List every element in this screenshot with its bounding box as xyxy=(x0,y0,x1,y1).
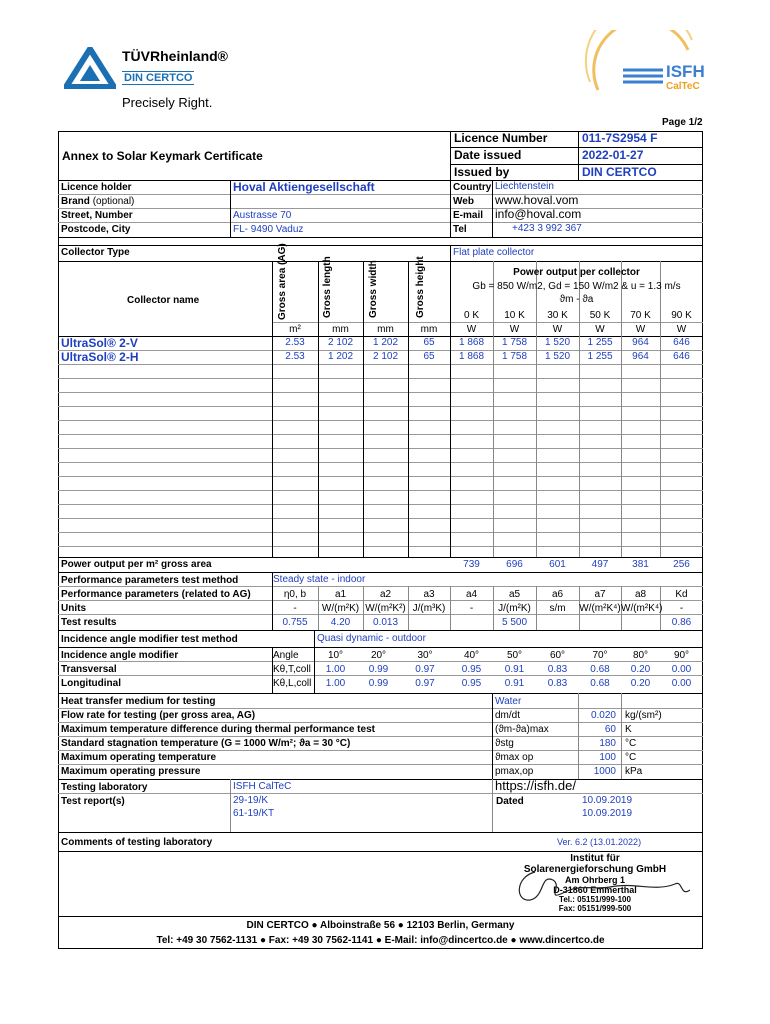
iam-trans: 0.68 xyxy=(590,664,610,675)
param-unit: - xyxy=(469,603,474,614)
param-result: 4.20 xyxy=(330,617,351,628)
country-label: Country xyxy=(453,182,492,193)
test-unit: K xyxy=(625,724,632,735)
iam-trans: 0.00 xyxy=(671,664,692,675)
row-rule xyxy=(58,546,703,547)
table-cell: 2.53 xyxy=(285,351,305,362)
test-value: 1000 xyxy=(593,766,616,777)
row-rule xyxy=(58,518,703,519)
iam-method-label: Incidence angle modifier test method xyxy=(61,634,238,645)
row-rule xyxy=(58,600,703,601)
param-name: a1 xyxy=(334,589,347,600)
test-medium: Water xyxy=(495,696,522,707)
postcode: FL- 9490 Vaduz xyxy=(233,224,304,235)
gross-height-header: Gross height xyxy=(415,256,426,318)
param-unit: - xyxy=(679,603,684,614)
param-result: 5 500 xyxy=(501,617,528,628)
certificate-annex xyxy=(58,131,703,949)
row-rule xyxy=(58,420,703,421)
per-area-cell: 601 xyxy=(549,559,566,570)
iam-trans: 0.20 xyxy=(630,664,651,675)
unit-cell: W xyxy=(466,324,477,335)
collector-type-label: Collector Type xyxy=(61,247,130,258)
per-area-label: Power output per m² gross area xyxy=(61,559,212,570)
table-cell: 2.53 xyxy=(285,337,305,348)
date-issued-label: Date issued xyxy=(454,148,522,162)
lab-label: Testing laboratory xyxy=(61,782,148,793)
column-rule xyxy=(450,261,451,557)
report-1: 29-19/K xyxy=(233,795,269,806)
row-rule xyxy=(58,586,703,587)
licence-number-label: Licence Number xyxy=(454,131,548,145)
test-label: Maximum operating pressure xyxy=(61,766,201,777)
iam-angle: 50° xyxy=(506,650,523,661)
iam-method: Quasi dynamic - outdoor xyxy=(317,633,426,644)
licence-holder: Hoval Aktiengesellschaft xyxy=(233,180,375,194)
unit-cell: W xyxy=(676,324,687,335)
test-value: 0.020 xyxy=(590,710,616,721)
stamp-line: Fax: 05151/999-500 xyxy=(558,904,632,913)
iam-angle: 80° xyxy=(632,650,649,661)
table-cell: 2 102 xyxy=(372,351,399,362)
test-label: Standard stagnation temperature (G = 1000 W/m²; ϑa = 30 °C) xyxy=(61,738,351,749)
stamp-line: Am Ohrberg 1 xyxy=(564,875,625,885)
test-symbol: dm/dt xyxy=(495,710,521,721)
column-rule xyxy=(536,261,537,557)
temp-header: 30 K xyxy=(547,310,568,321)
perf-units-label: Units xyxy=(61,603,86,614)
gross-area-header: Gross area (AG) xyxy=(277,243,288,320)
collector-name-header: Collector name xyxy=(127,295,200,306)
test-label: Maximum temperature difference during thermal performance test xyxy=(61,724,375,735)
test-symbol: (ϑm-ϑa)max xyxy=(495,724,549,735)
iam-long: 0.91 xyxy=(504,678,525,689)
table-cell: 65 xyxy=(423,351,435,362)
test-label: Heat transfer medium for testing xyxy=(61,696,216,707)
param-name: a6 xyxy=(551,589,564,600)
iam-angle: 60° xyxy=(549,650,566,661)
iam-long: 0.97 xyxy=(415,678,435,689)
iam-long: 0.20 xyxy=(630,678,651,689)
tel-label: Tel xyxy=(453,224,467,235)
iam-long: 0.00 xyxy=(671,678,692,689)
web-label: Web xyxy=(453,196,474,207)
test-value: 180 xyxy=(599,738,616,749)
table-cell: 1 202 xyxy=(372,337,399,348)
lab: ISFH CalTeC xyxy=(233,781,292,792)
street: Austrasse 70 xyxy=(233,210,292,221)
iam-long: 0.83 xyxy=(547,678,568,689)
stamp-line: D-31860 Emmerthal xyxy=(553,885,637,895)
unit-cell: W xyxy=(635,324,646,335)
table-cell: 646 xyxy=(673,351,690,362)
param-unit: W/(m²K⁴) xyxy=(579,603,621,614)
iam-angle: 90° xyxy=(673,650,690,661)
perf-params-label: Performance parameters (related to AG) xyxy=(61,589,251,600)
dincertco-brand: DIN CERTCO xyxy=(124,72,193,84)
row-rule xyxy=(58,750,703,751)
row-rule xyxy=(58,736,703,737)
table-cell: 1 255 xyxy=(587,351,613,362)
param-name: a4 xyxy=(465,589,478,600)
power-title: Power output per collector xyxy=(513,267,640,278)
column-rule xyxy=(363,261,364,557)
iam-angle: 70° xyxy=(592,650,608,661)
table-cell: 1 868 xyxy=(458,351,485,362)
table-cell: 1 520 xyxy=(544,351,571,362)
param-name: a3 xyxy=(423,589,435,600)
tel: +423 3 992 367 xyxy=(512,223,582,234)
table-cell: 65 xyxy=(423,337,435,348)
unit-cell: W xyxy=(509,324,520,335)
collector-name: UltraSol® 2-H xyxy=(61,350,139,364)
tuv-brand: TÜVRheinland® xyxy=(122,48,228,64)
column-rule xyxy=(272,261,273,557)
param-name: η0, b xyxy=(283,589,307,600)
test-symbol: ϑstg xyxy=(495,738,514,749)
unit-cell: mm xyxy=(420,324,438,335)
collector-name: UltraSol® 2-V xyxy=(61,336,138,350)
iam-trans: 1.00 xyxy=(325,664,346,675)
column-rule xyxy=(579,261,580,557)
brand-label: Brand (optional) xyxy=(61,196,135,207)
table-cell: 646 xyxy=(673,337,690,348)
row-rule xyxy=(58,661,703,662)
table-cell: 2 102 xyxy=(327,337,354,348)
iam-long: 0.68 xyxy=(590,678,610,689)
temp-header: 70 K xyxy=(630,310,651,321)
iam-trans: 0.95 xyxy=(461,664,482,675)
iam-long: 1.00 xyxy=(325,678,346,689)
param-name: a7 xyxy=(594,589,606,600)
date-issued: 2022-01-27 xyxy=(582,148,644,162)
tuv-logo xyxy=(64,47,116,89)
gross-length-header: Gross length xyxy=(322,256,333,318)
iam-angle: 30° xyxy=(417,650,433,661)
column-rule xyxy=(621,693,622,779)
iam-label: Incidence angle modifier xyxy=(61,650,179,661)
stamp-line: Institut für xyxy=(570,853,620,864)
row-rule xyxy=(58,793,703,794)
unit-cell: W xyxy=(552,324,563,335)
row-rule xyxy=(58,392,703,393)
issued-by-label: Issued by xyxy=(454,165,510,179)
per-area-cell: 739 xyxy=(463,559,480,570)
row-rule xyxy=(58,722,703,723)
param-unit: J/(m²K) xyxy=(498,603,531,614)
iam-trans: 0.97 xyxy=(415,664,435,675)
test-value: 60 xyxy=(604,724,616,735)
iam-trans: 0.91 xyxy=(504,664,525,675)
test-unit: °C xyxy=(625,752,637,763)
test-label: Maximum operating temperature xyxy=(61,752,217,763)
issued-by: DIN CERTCO xyxy=(582,165,657,179)
table-cell: 1 758 xyxy=(501,337,528,348)
power-delta: ϑm - ϑa xyxy=(559,294,594,305)
dated-label: Dated xyxy=(496,796,524,807)
row-rule xyxy=(58,764,703,765)
isfh-brand: ISFH xyxy=(666,62,705,81)
row-rule xyxy=(58,476,703,477)
row-rule xyxy=(58,504,703,505)
test-unit: kg/(sm²) xyxy=(625,710,662,721)
temp-header: 90 K xyxy=(671,310,692,321)
longitudinal-label: Longitudinal xyxy=(61,678,121,689)
row-rule xyxy=(58,490,703,491)
date-1: 10.09.2019 xyxy=(582,795,633,806)
param-name: a2 xyxy=(379,589,392,600)
param-result: 0.86 xyxy=(671,617,692,628)
column-rule xyxy=(318,261,319,557)
param-result: 0.755 xyxy=(282,617,308,628)
iam-long: 0.99 xyxy=(368,678,389,689)
test-unit: °C xyxy=(625,738,637,749)
test-symbol: ϑmax op xyxy=(495,752,534,763)
iam-angle: 40° xyxy=(463,650,480,661)
column-rule xyxy=(492,693,493,779)
table-cell: 1 868 xyxy=(458,337,485,348)
perf-method: Steady state - indoor xyxy=(273,574,366,585)
unit-cell: mm xyxy=(332,324,349,335)
temp-header: 0 K xyxy=(463,310,479,321)
row-rule xyxy=(58,675,703,676)
row-rule xyxy=(58,406,703,407)
row-rule xyxy=(58,708,703,709)
iam-trans: 0.99 xyxy=(368,664,389,675)
param-unit: - xyxy=(293,603,297,614)
per-area-cell: 497 xyxy=(591,559,609,570)
table-cell: 964 xyxy=(632,337,649,348)
signature xyxy=(505,862,705,907)
test-label: Flow rate for testing (per gross area, AG) xyxy=(61,710,256,721)
test-value: 100 xyxy=(599,752,616,763)
table-cell: 1 758 xyxy=(501,351,528,362)
angle-label: Angle xyxy=(273,650,299,661)
unit-cell: m² xyxy=(289,324,301,335)
per-area-cell: 696 xyxy=(506,559,523,570)
date-2: 10.09.2019 xyxy=(582,808,633,819)
country: Liechtenstein xyxy=(495,181,554,192)
test-unit: kPa xyxy=(625,766,643,777)
email-label: E-mail xyxy=(453,210,484,221)
temp-header: 50 K xyxy=(589,310,611,321)
annex-title: Annex to Solar Keymark Certificate xyxy=(62,149,263,163)
iam-long: 0.95 xyxy=(461,678,482,689)
row-rule xyxy=(58,434,703,435)
table-cell: 1 255 xyxy=(587,337,613,348)
comments-label: Comments of testing laboratory xyxy=(61,837,213,848)
param-unit: W/(m²K) xyxy=(321,603,360,614)
row-rule xyxy=(58,378,703,379)
isfh-sub: CalTeC xyxy=(666,81,700,92)
report-2: 61-19/KT xyxy=(233,808,275,819)
row-rule xyxy=(58,614,703,615)
web-link[interactable]: www.hoval.vom xyxy=(495,193,579,207)
row-rule xyxy=(58,462,703,463)
email-link[interactable]: info@hoval.com xyxy=(495,207,582,221)
row-rule xyxy=(58,364,703,365)
k-long-label: Kθ,L,coll xyxy=(273,678,312,689)
report-label: Test report(s) xyxy=(61,796,125,807)
postcode-label: Postcode, City xyxy=(61,224,131,235)
unit-cell: mm xyxy=(377,324,394,335)
footer-line-1: DIN CERTCO ● Alboinstraße 56 ● 12103 Berlin, Germany xyxy=(246,920,515,931)
row-rule xyxy=(58,448,703,449)
table-cell: 964 xyxy=(632,351,649,362)
licence-number: 011-7S2954 F xyxy=(582,131,658,145)
param-name: a5 xyxy=(508,589,521,600)
stamp-line: Solarenergieforschung GmbH xyxy=(523,864,667,875)
test-symbol: pmax,op xyxy=(495,766,534,777)
param-unit: W/(m²K²) xyxy=(365,603,406,614)
table-cell: 1 520 xyxy=(544,337,571,348)
column-rule xyxy=(493,261,494,557)
iam-angle: 20° xyxy=(370,650,387,661)
iam-trans: 0.83 xyxy=(547,664,568,675)
gross-width-header: Gross width xyxy=(368,260,379,318)
perf-results-label: Test results xyxy=(61,617,117,628)
unit-cell: W xyxy=(595,324,605,335)
street-label: Street, Number xyxy=(61,210,133,221)
power-conditions: Gb = 850 W/m2, Gd = 150 W/m2 & u = 1.3 m/s xyxy=(472,281,681,292)
lab-url[interactable]: https://isfh.de/ xyxy=(495,778,576,793)
param-unit: J/(m³K) xyxy=(412,603,446,614)
column-rule xyxy=(621,261,622,557)
perf-method-label: Performance parameters test method xyxy=(61,575,239,586)
k-trans-label: Kθ,T,coll xyxy=(273,664,311,675)
param-unit: W/(m²K⁴) xyxy=(621,603,663,614)
param-unit: s/m xyxy=(549,603,566,614)
version: Ver. 6.2 (13.01.2022) xyxy=(557,837,642,847)
per-area-cell: 381 xyxy=(632,559,649,570)
param-name: Kd xyxy=(675,589,688,600)
stamp-line: Tel.: 05151/999-100 xyxy=(559,895,631,904)
holder-label: Licence holder xyxy=(61,182,132,193)
temp-header: 10 K xyxy=(504,310,525,321)
column-rule xyxy=(660,261,661,557)
param-result: 0.013 xyxy=(372,617,399,628)
iam-angle: 10° xyxy=(327,650,344,661)
per-area-cell: 256 xyxy=(673,559,690,570)
row-rule xyxy=(58,532,703,533)
page-label: Page 1/2 xyxy=(662,117,703,128)
table-cell: 1 202 xyxy=(327,351,354,362)
footer-line-2: Tel: +49 30 7562-1131 ● Fax: +49 30 7562-1141 ● E-Mail: info@dincertco.de ● www.dincertco.de xyxy=(156,935,605,946)
slogan: Precisely Right. xyxy=(122,95,213,110)
column-rule xyxy=(408,261,409,557)
transversal-label: Transversal xyxy=(61,664,117,675)
collector-type: Flat plate collector xyxy=(453,247,535,258)
param-name: a8 xyxy=(634,589,647,600)
